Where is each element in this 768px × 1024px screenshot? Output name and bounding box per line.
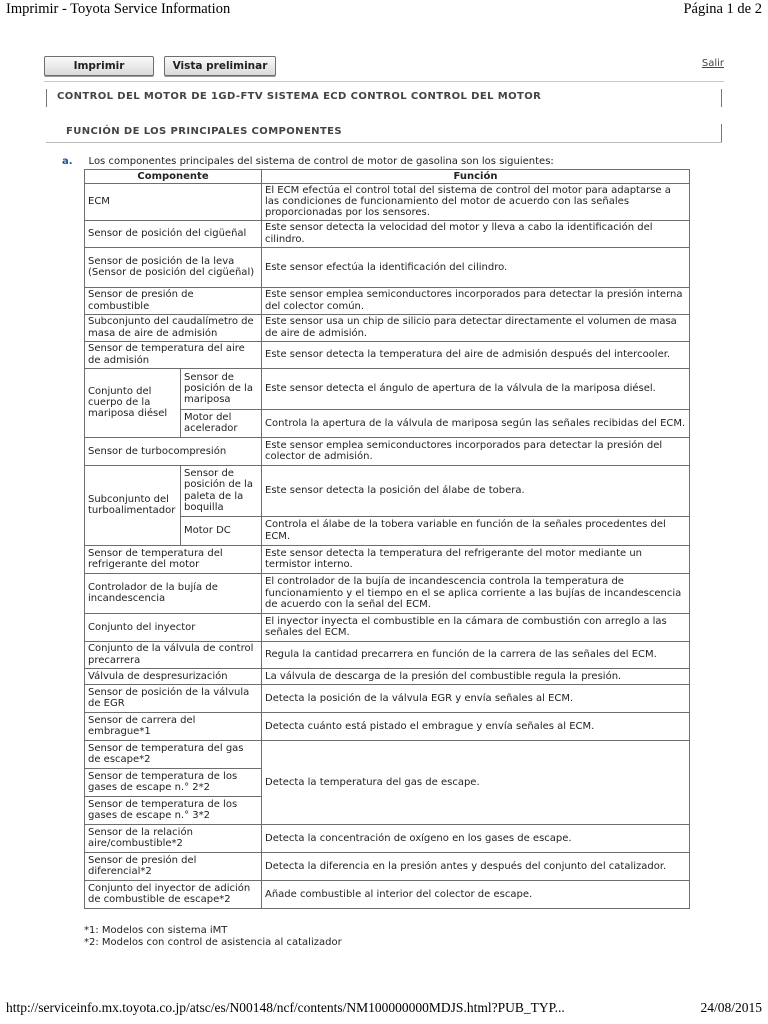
subcomponent-cell: Motor DC	[181, 516, 262, 545]
function-cell: Este sensor emplea semiconductores incorporados para detectar la presión del colector de admisión.	[262, 437, 690, 465]
component-cell: Válvula de despresurización	[85, 668, 262, 684]
function-cell: Este sensor detecta la temperatura del refrigerante del motor mediante un termistor interno.	[262, 545, 690, 573]
footnote: *1: Modelos con sistema iMT	[84, 925, 228, 936]
toolbar	[44, 56, 724, 78]
components-table	[84, 169, 690, 909]
exit-link[interactable]: Salir	[701, 58, 724, 69]
component-cell: Sensor de carrera del embrague*1	[85, 712, 262, 740]
function-cell: Este sensor usa un chip de silicio para detectar directamente el volumen de masa de aire de admisión.	[262, 314, 690, 341]
function-cell: Controla el álabe de la tobera variable en función de la señales procedentes del ECM.	[262, 516, 690, 545]
table-row	[85, 287, 690, 314]
component-cell: Subconjunto del caudalímetro de masa de aire de admisión	[85, 314, 262, 341]
function-cell: Detecta la diferencia en la presión antes y después del conjunto del catalizador.	[262, 852, 690, 880]
table-row	[85, 852, 690, 880]
function-cell: El ECM efectúa el control total del sistema de control del motor para adaptarse a las condiciones de funcionamiento del motor de acuerdo con las señales proporcionadas por los sensores.	[262, 184, 690, 221]
function-cell: Este sensor detecta la velocidad del motor y lleva a cabo la identificación del cilindro.	[262, 220, 690, 247]
table-row	[85, 684, 690, 712]
component-cell: Sensor de turbocompresión	[85, 437, 262, 465]
component-cell: Conjunto del inyector de adición de combustible de escape*2	[85, 880, 262, 908]
function-cell: Controla la apertura de la válvula de mariposa según las señales recibidas del ECM.	[262, 409, 690, 437]
table-row	[85, 712, 690, 740]
preview-button[interactable]: Vista preliminar	[164, 56, 276, 76]
section-header	[46, 124, 722, 142]
intro-line	[62, 156, 554, 167]
table-row	[85, 740, 690, 768]
component-cell: Sensor de temperatura del aire de admisión	[85, 341, 262, 368]
table-row	[85, 641, 690, 668]
section-divider	[46, 142, 722, 143]
component-cell: Sensor de temperatura de los gases de escape n.° 3*2	[85, 796, 262, 824]
print-button[interactable]: Imprimir	[44, 56, 154, 76]
table-row	[85, 613, 690, 641]
table-row	[85, 247, 690, 287]
function-cell: El inyector inyecta el combustible en la cámara de combustión con arreglo a las señales del ECM.	[262, 613, 690, 641]
intro-text: Los componentes principales del sistema de control de motor de gasolina son los siguientes:	[88, 156, 554, 167]
function-cell: Regula la cantidad precarrera en función de la carrera de las señales del ECM.	[262, 641, 690, 668]
component-cell: Sensor de posición del cigüeñal	[85, 220, 262, 247]
component-cell: Sensor de temperatura del refrigerante del motor	[85, 545, 262, 573]
table-row	[85, 314, 690, 341]
table-row	[85, 573, 690, 613]
breadcrumb-text: CONTROL DEL MOTOR DE 1GD-FTV SISTEMA ECD CONTROL CONTROL DEL MOTOR	[57, 91, 542, 102]
component-cell: Controlador de la bujía de incandescencia	[85, 573, 262, 613]
list-letter: a.	[62, 156, 73, 167]
print-header	[6, 0, 762, 22]
component-group-cell: Conjunto del cuerpo de la mariposa diésel	[85, 368, 181, 437]
component-cell: Conjunto de la válvula de control precarrera	[85, 641, 262, 668]
function-cell: Este sensor emplea semiconductores incorporados para detectar la presión interna del colector común.	[262, 287, 690, 314]
component-cell: Sensor de presión de combustible	[85, 287, 262, 314]
component-cell: Conjunto del inyector	[85, 613, 262, 641]
header-function: Función	[262, 170, 690, 184]
print-header-page: Página 1 de 2	[683, 1, 762, 17]
table-row	[85, 465, 690, 516]
function-cell: Este sensor detecta la posición del álabe de tobera.	[262, 465, 690, 516]
component-cell: ECM	[85, 184, 262, 221]
subcomponent-cell: Sensor de posición de la paleta de la boquilla	[181, 465, 262, 516]
footnotes	[84, 925, 342, 948]
print-footer	[6, 1000, 762, 1020]
component-group-cell: Subconjunto del turboalimentador	[85, 465, 181, 545]
toolbar-divider	[44, 81, 724, 82]
component-cell: Sensor de la relación aire/combustible*2	[85, 824, 262, 852]
print-footer-date: 24/08/2015	[700, 1000, 762, 1015]
table-row	[85, 220, 690, 247]
function-cell: La válvula de descarga de la presión del combustible regula la presión.	[262, 668, 690, 684]
table-row	[85, 184, 690, 221]
component-cell: Sensor de presión del diferencial*2	[85, 852, 262, 880]
component-cell: Sensor de temperatura de los gases de escape n.° 2*2	[85, 768, 262, 796]
function-cell: Añade combustible al interior del colector de escape.	[262, 880, 690, 908]
table-row	[85, 368, 690, 409]
subcomponent-cell: Sensor de posición de la mariposa	[181, 368, 262, 409]
footnote: *2: Modelos con control de asistencia al catalizador	[84, 936, 342, 948]
function-cell: Este sensor detecta el ángulo de apertura de la válvula de la mariposa diésel.	[262, 368, 690, 409]
table-row	[85, 341, 690, 368]
table-row	[85, 437, 690, 465]
breadcrumb	[46, 89, 722, 107]
function-cell: Detecta la temperatura del gas de escape.	[262, 740, 690, 824]
table-row	[85, 545, 690, 573]
table-row	[85, 824, 690, 852]
function-cell: Detecta la concentración de oxígeno en los gases de escape.	[262, 824, 690, 852]
function-cell: Detecta la posición de la válvula EGR y envía señales al ECM.	[262, 684, 690, 712]
section-title: FUNCIÓN DE LOS PRINCIPALES COMPONENTES	[66, 126, 343, 137]
subcomponent-cell: Motor del acelerador	[181, 409, 262, 437]
table-row	[85, 880, 690, 908]
function-cell: Este sensor efectúa la identificación del cilindro.	[262, 247, 690, 287]
table-header-row	[85, 170, 690, 184]
function-cell: Detecta cuánto está pistado el embrague y envía señales al ECM.	[262, 712, 690, 740]
component-cell: Sensor de posición de la leva (Sensor de posición del cigüeñal)	[85, 247, 262, 287]
print-header-title: Imprimir - Toyota Service Information	[6, 1, 231, 17]
print-footer-url: http://serviceinfo.mx.toyota.co.jp/atsc/es/N00148/ncf/contents/NM100000000MDJS.html?PUB_TYP...	[6, 1000, 565, 1015]
table-row	[85, 668, 690, 684]
component-cell: Sensor de temperatura del gas de escape*2	[85, 740, 262, 768]
function-cell: El controlador de la bujía de incandescencia controla la temperatura de funcionamiento y el tiempo en el se aplica corriente a las bujías de incandescencia de acuerdo con la señal del ECM.	[262, 573, 690, 613]
component-cell: Sensor de posición de la válvula de EGR	[85, 684, 262, 712]
function-cell: Este sensor detecta la temperatura del aire de admisión después del intercooler.	[262, 341, 690, 368]
header-component: Componente	[85, 170, 262, 184]
